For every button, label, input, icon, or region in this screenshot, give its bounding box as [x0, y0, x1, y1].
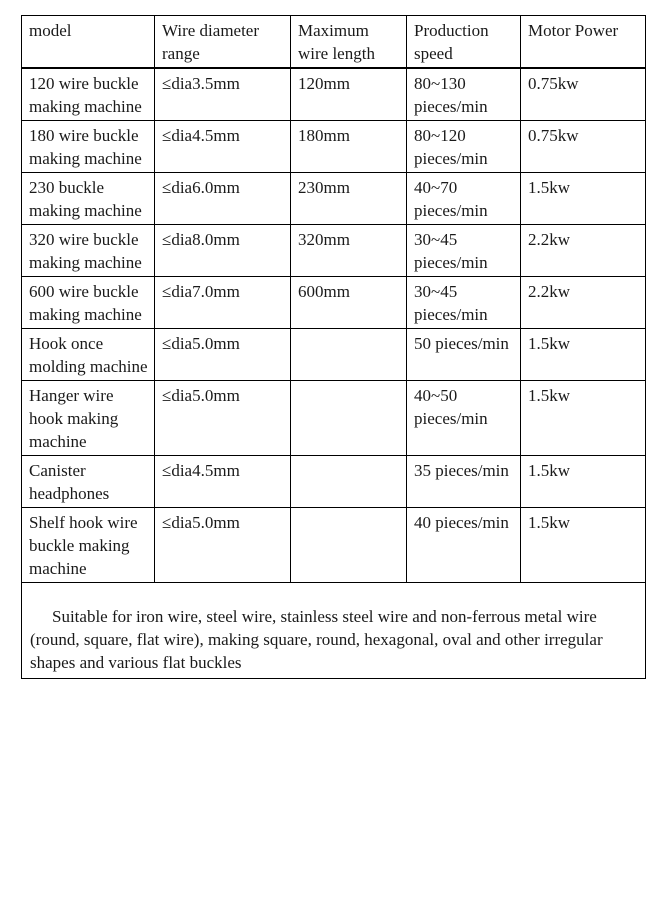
- header-max-wire-length: Maximum wire length: [291, 16, 407, 69]
- cell-power: 2.2kw: [521, 277, 646, 329]
- header-wire-diameter: Wire diameter range: [155, 16, 291, 69]
- cell-model: Hanger wire hook making machine: [22, 381, 155, 456]
- header-model: model: [22, 16, 155, 69]
- cell-diameter: ≤dia5.0mm: [155, 381, 291, 456]
- cell-power: 0.75kw: [521, 121, 646, 173]
- cell-model: Canister headphones: [22, 456, 155, 508]
- table-row: [22, 277, 646, 329]
- cell-diameter: ≤dia5.0mm: [155, 329, 291, 381]
- table-row: [22, 456, 646, 508]
- cell-diameter: ≤dia3.5mm: [155, 68, 291, 121]
- cell-power: 1.5kw: [521, 456, 646, 508]
- spec-sheet: [21, 15, 645, 679]
- table-row: [22, 381, 646, 456]
- table-row: [22, 68, 646, 121]
- cell-diameter: ≤dia4.5mm: [155, 456, 291, 508]
- cell-speed: 40~70 pieces/min: [407, 173, 521, 225]
- cell-length: 120mm: [291, 68, 407, 121]
- table-row: [22, 329, 646, 381]
- cell-model: Shelf hook wire buckle making machine: [22, 508, 155, 583]
- cell-speed: 30~45 pieces/min: [407, 225, 521, 277]
- cell-length: 320mm: [291, 225, 407, 277]
- cell-power: 1.5kw: [521, 381, 646, 456]
- note-cell: [22, 583, 646, 679]
- note-row: [22, 583, 646, 679]
- cell-model: 180 wire buckle making machine: [22, 121, 155, 173]
- cell-speed: 35 pieces/min: [407, 456, 521, 508]
- cell-model: Hook once molding machine: [22, 329, 155, 381]
- cell-power: 1.5kw: [521, 173, 646, 225]
- cell-length: [291, 329, 407, 381]
- cell-speed: 50 pieces/min: [407, 329, 521, 381]
- cell-diameter: ≤dia8.0mm: [155, 225, 291, 277]
- cell-power: 1.5kw: [521, 329, 646, 381]
- cell-diameter: ≤dia6.0mm: [155, 173, 291, 225]
- cell-model: 600 wire buckle making machine: [22, 277, 155, 329]
- table-row: [22, 508, 646, 583]
- table-row: [22, 225, 646, 277]
- cell-model: 120 wire buckle making machine: [22, 68, 155, 121]
- header-production-speed: Production speed: [407, 16, 521, 69]
- cell-length: 230mm: [291, 173, 407, 225]
- cell-diameter: ≤dia7.0mm: [155, 277, 291, 329]
- cell-power: 2.2kw: [521, 225, 646, 277]
- cell-speed: 40 pieces/min: [407, 508, 521, 583]
- cell-model: 230 buckle making machine: [22, 173, 155, 225]
- cell-diameter: ≤dia4.5mm: [155, 121, 291, 173]
- suitability-note: Suitable for iron wire, steel wire, stainless steel wire and non-ferrous metal wire (round, square, flat wire), making square, round, hexagonal, oval and other irregular shapes and various flat buckles: [30, 607, 603, 672]
- spec-table: [21, 15, 646, 679]
- cell-diameter: ≤dia5.0mm: [155, 508, 291, 583]
- cell-length: 180mm: [291, 121, 407, 173]
- cell-speed: 80~130 pieces/min: [407, 68, 521, 121]
- cell-length: [291, 456, 407, 508]
- cell-speed: 40~50 pieces/min: [407, 381, 521, 456]
- cell-power: 0.75kw: [521, 68, 646, 121]
- cell-speed: 80~120 pieces/min: [407, 121, 521, 173]
- cell-speed: 30~45 pieces/min: [407, 277, 521, 329]
- table-row: [22, 121, 646, 173]
- cell-length: [291, 508, 407, 583]
- header-row: [22, 16, 646, 69]
- table-row: [22, 173, 646, 225]
- cell-model: 320 wire buckle making machine: [22, 225, 155, 277]
- cell-power: 1.5kw: [521, 508, 646, 583]
- cell-length: [291, 381, 407, 456]
- cell-length: 600mm: [291, 277, 407, 329]
- header-motor-power: Motor Power: [521, 16, 646, 69]
